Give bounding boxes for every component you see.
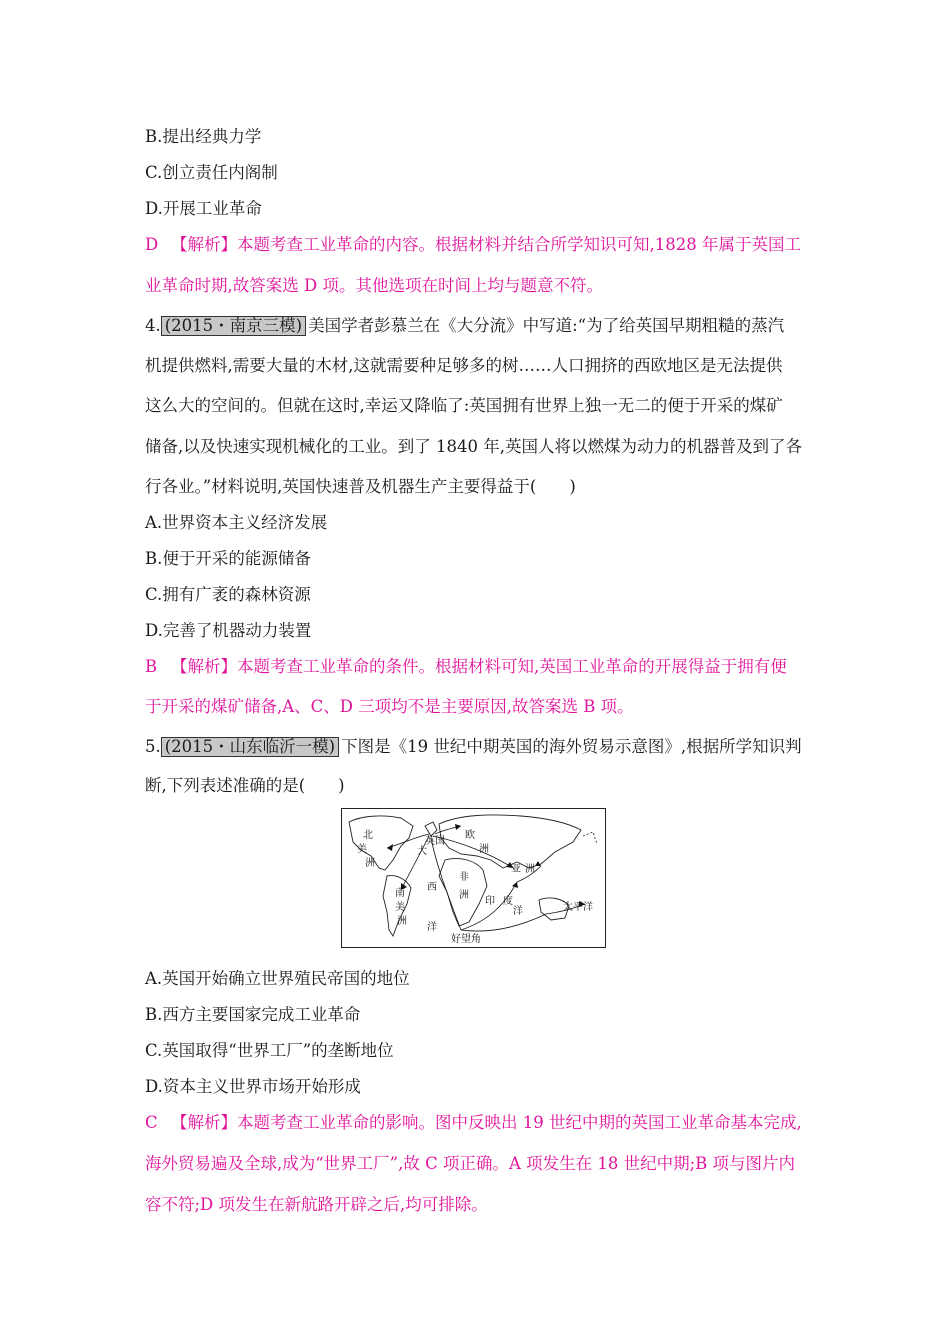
label-india-ocean-2: 度 xyxy=(503,896,513,907)
q5-stem-line2: 断,下列表述准确的是( ) xyxy=(145,776,345,795)
label-south-america-1: 南 xyxy=(395,888,405,899)
q3-option-c: C.创立责任内阁制 xyxy=(145,163,278,182)
label-north-america-1: 北 xyxy=(363,830,373,841)
trade-map-figure xyxy=(341,808,606,948)
q3-option-b: B.提出经典力学 xyxy=(145,127,262,146)
label-north-america-3: 洲 xyxy=(365,858,375,869)
label-south-america-2: 美 xyxy=(395,902,405,913)
q4-option-b: B.便于开采的能源储备 xyxy=(145,549,311,568)
q5-answer-line2: 海外贸易遍及全球,成为“世界工厂”,故 C 项正确。A 项发生在 18 世纪中期;B 项与图片内 xyxy=(145,1154,796,1173)
label-asia-2: 洲 xyxy=(525,864,535,875)
q4-answer-text: 【解析】本题考查工业革命的条件。根据材料可知,英国工业革命的开展得益于拥有便 xyxy=(171,657,787,676)
q5-option-a: A.英国开始确立世界殖民帝国的地位 xyxy=(145,969,410,988)
q4-option-d: D.完善了机器动力装置 xyxy=(145,621,312,640)
q5-answer-key: C xyxy=(145,1113,158,1132)
label-atlantic-3: 洋 xyxy=(427,922,437,933)
q4-source-tag: (2015・南京三模) xyxy=(161,316,306,336)
label-asia-1: 亚 xyxy=(511,864,521,875)
q4-stem-line5: 行各业。”材料说明,英国快速普及机器生产主要得益于( ) xyxy=(145,477,576,496)
label-cape: 好望角 xyxy=(451,934,481,945)
q5-answer-line1 xyxy=(145,1113,802,1133)
q5-number: 5. xyxy=(145,737,161,756)
q4-stem-text: 美国学者彭慕兰在《大分流》中写道:“为了给英国早期粗糙的蒸汽 xyxy=(308,316,785,335)
q4-stem-line4: 储备,以及快速实现机械化的工业。到了 1840 年,英国人将以燃煤为动力的机器普及到了各 xyxy=(145,437,802,456)
label-africa-1: 非 xyxy=(459,872,469,883)
label-atlantic-2: 西 xyxy=(427,882,437,893)
label-europe-2: 洲 xyxy=(479,844,489,855)
label-south-america-3: 洲 xyxy=(397,916,407,927)
q3-answer-text: 【解析】本题考查工业革命的内容。根据材料并结合所学知识可知,1828 年属于英国工 xyxy=(171,235,801,254)
q5-option-b: B.西方主要国家完成工业革命 xyxy=(145,1005,361,1024)
q4-answer-line2: 于开采的煤矿储备,A、C、D 三项均不是主要原因,故答案选 B 项。 xyxy=(145,697,634,716)
q3-answer-line1 xyxy=(145,235,801,255)
q3-answer-key: D xyxy=(145,235,159,254)
q4-option-c: C.拥有广袤的森林资源 xyxy=(145,585,311,604)
trade-map-svg xyxy=(341,808,606,948)
q5-option-c: C.英国取得“世界工厂”的垄断地位 xyxy=(145,1041,394,1060)
q4-stem-line2: 机提供燃料,需要大量的木材,这就需要种足够多的树……人口拥挤的西欧地区是无法提供 xyxy=(145,356,783,375)
label-india-ocean-3: 洋 xyxy=(513,906,523,917)
q5-stem-text: 下图是《19 世纪中期英国的海外贸易示意图》,根据所学知识判 xyxy=(341,737,802,756)
q4-stem-line3: 这么大的空间的。但就在这时,幸运又降临了:英国拥有世界上独一无二的便于开采的煤矿 xyxy=(145,396,783,415)
q4-option-a: A.世界资本主义经济发展 xyxy=(145,513,328,532)
label-atlantic-1: 大 xyxy=(417,846,427,857)
label-north-america-2: 美 xyxy=(357,844,367,855)
q4-number: 4. xyxy=(145,316,161,335)
q5-answer-text: 【解析】本题考查工业革命的影响。图中反映出 19 世纪中期的英国工业革命基本完成, xyxy=(171,1113,802,1132)
q5-answer-line3: 容不符;D 项发生在新航路开辟之后,均可排除。 xyxy=(145,1195,488,1214)
q4-answer-key: B xyxy=(145,657,158,676)
q3-answer-line2: 业革命时期,故答案选 D 项。其他选项在时间上均与题意不符。 xyxy=(145,276,603,295)
label-africa-2: 洲 xyxy=(459,890,469,901)
label-pacific: 太平洋 xyxy=(563,902,593,913)
q3-option-d: D.开展工业革命 xyxy=(145,199,262,218)
q5-option-d: D.资本主义世界市场开始形成 xyxy=(145,1077,361,1096)
q4-stem-line1 xyxy=(145,316,784,336)
q5-stem-line1 xyxy=(145,737,802,757)
q5-source-tag: (2015・山东临沂一模) xyxy=(161,737,339,757)
q4-answer-line1 xyxy=(145,657,787,677)
label-india-ocean-1: 印 xyxy=(485,896,495,907)
label-uk: 英国 xyxy=(425,836,445,847)
label-europe-1: 欧 xyxy=(465,830,475,841)
